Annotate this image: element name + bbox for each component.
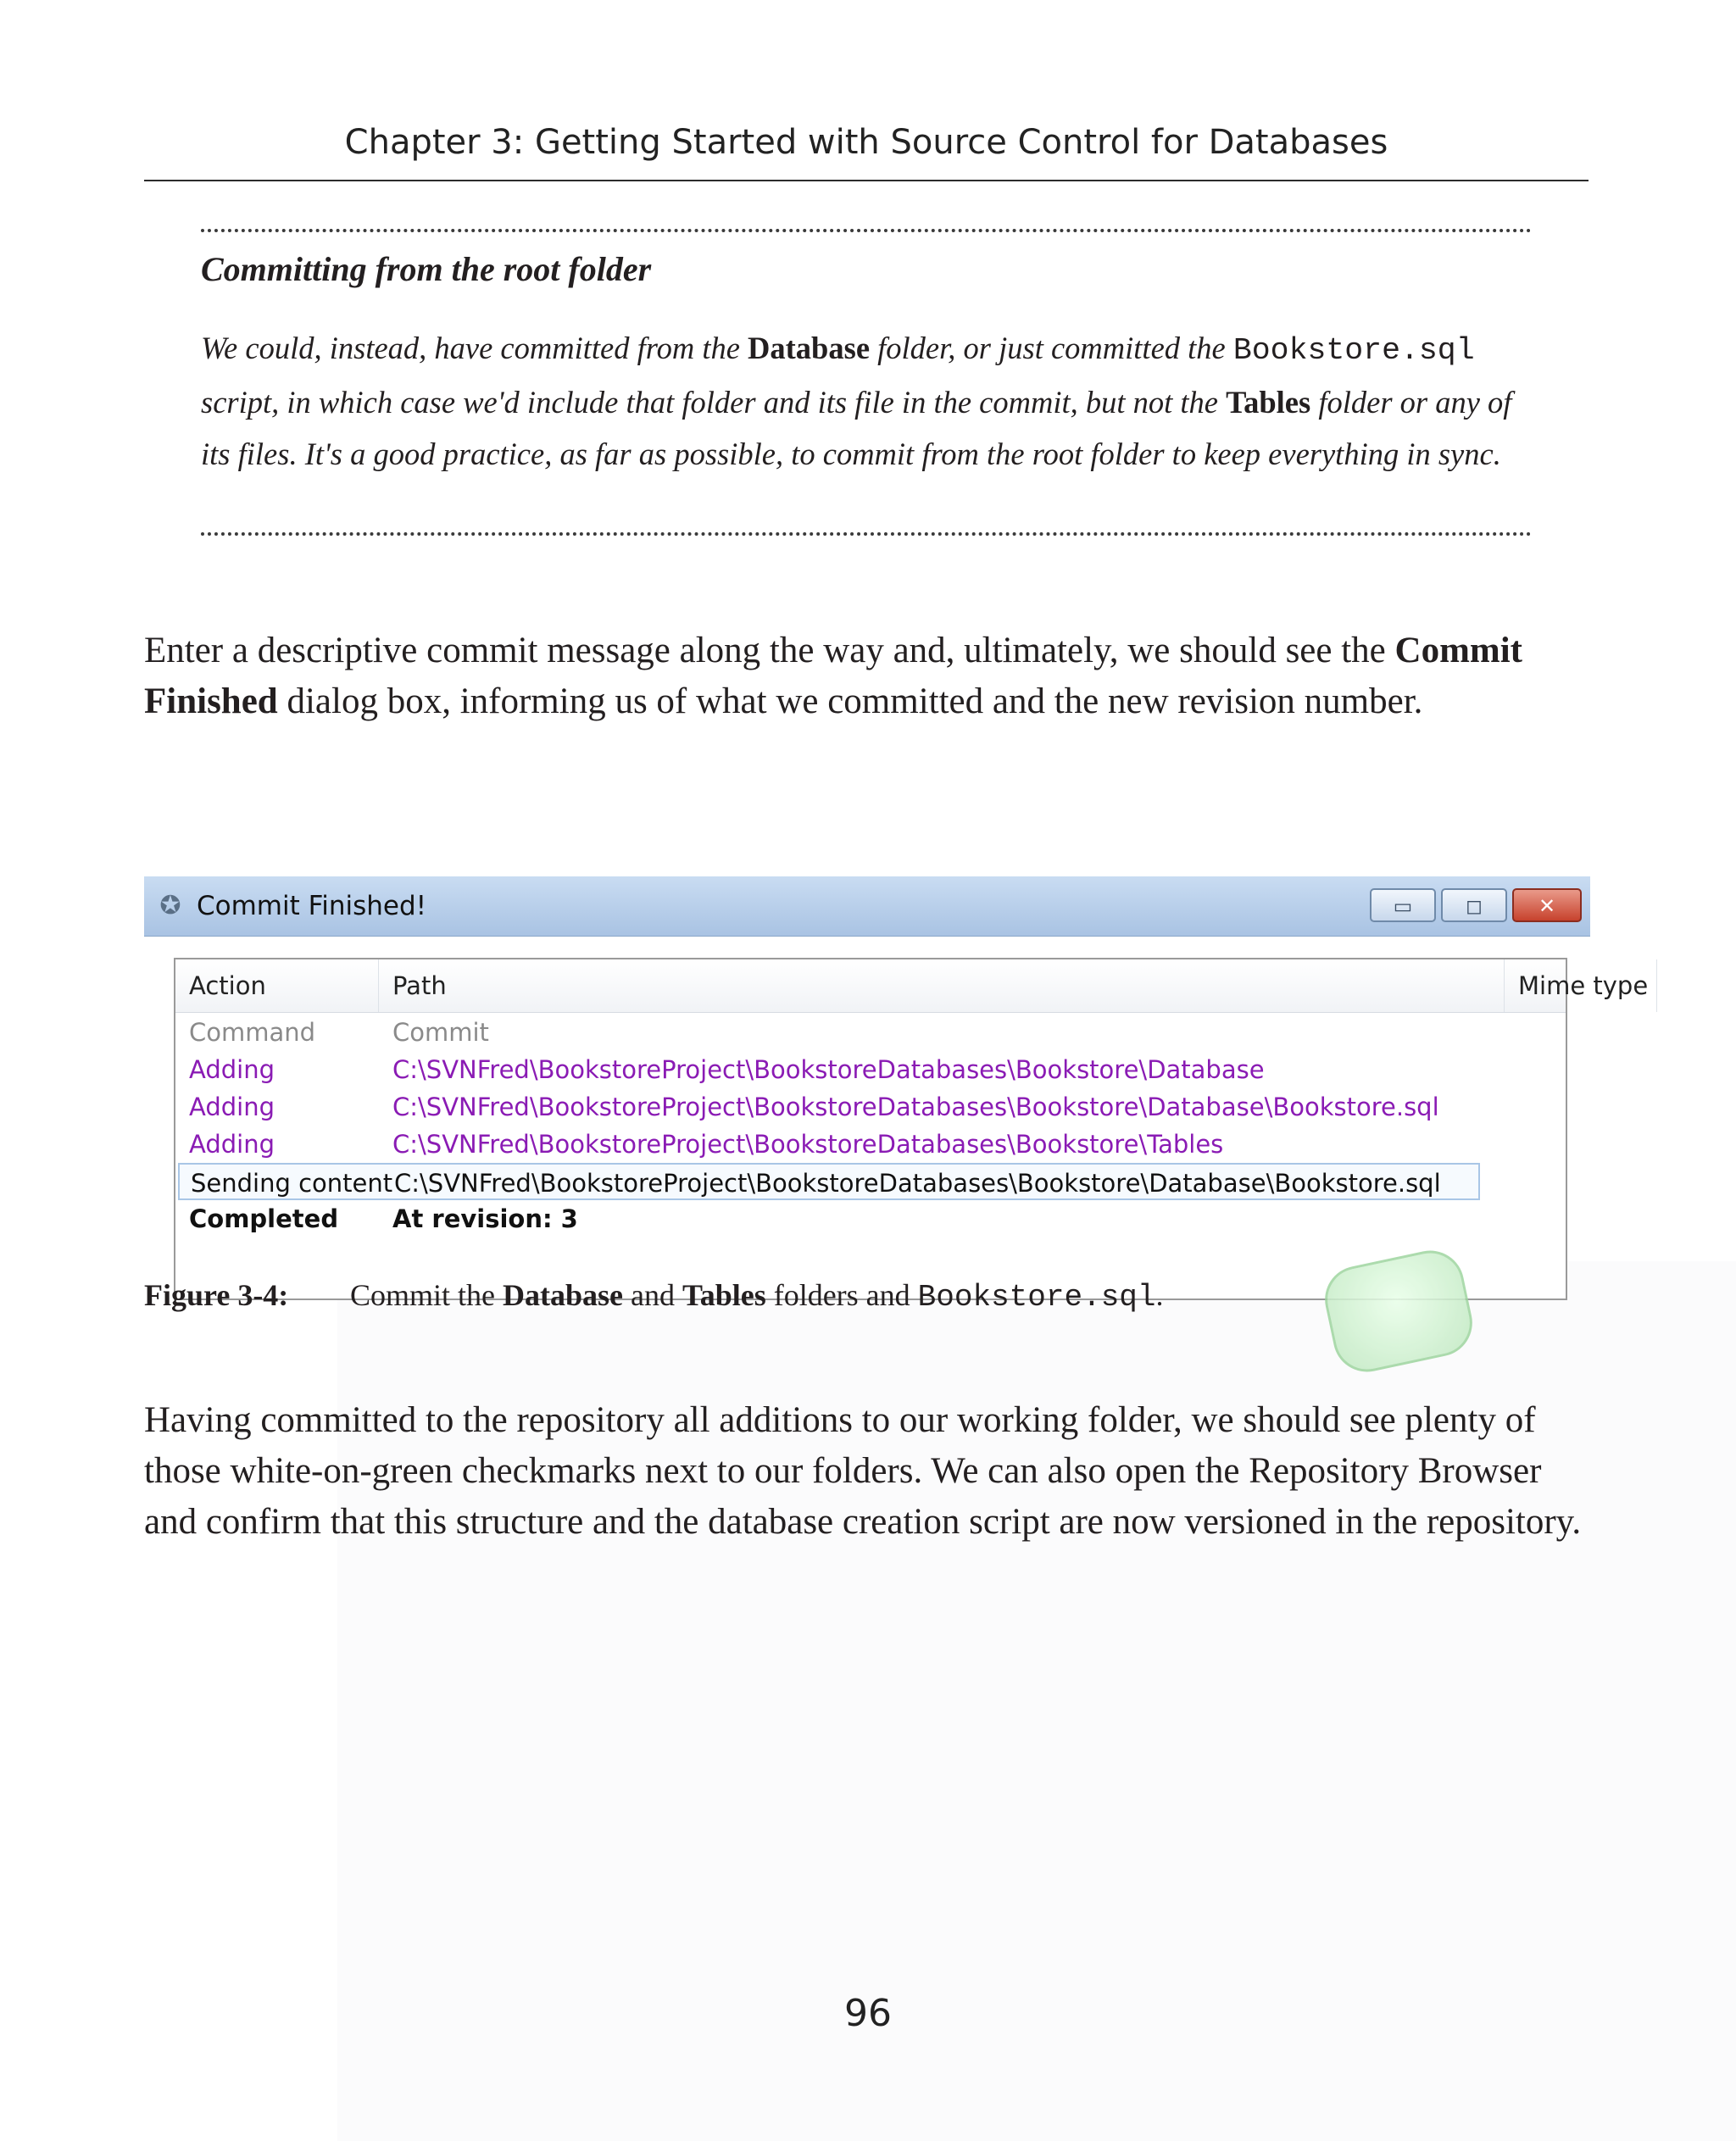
caption-text: Commit the [350, 1278, 503, 1312]
column-header-action[interactable]: Action [175, 959, 379, 1012]
commit-results-list[interactable] [174, 958, 1649, 1300]
row-action: Command [189, 1018, 316, 1047]
row-action: Adding [189, 1055, 275, 1084]
row-action: Adding [189, 1093, 275, 1121]
row-path: C:\SVNFred\BookstoreProject\BookstoreDatabases\Bookstore\Database\Bookstore.sql [394, 1169, 1441, 1198]
tortoise-svn-icon: ✪ [159, 891, 181, 920]
note-text: folder or any of its files. It's a good practice, as far as possible, to commit from the root folder to keep everything in sync. [201, 385, 1512, 471]
table-row[interactable] [175, 1051, 1532, 1088]
note-bold-tables: Tables [1226, 385, 1311, 420]
row-action: Sending content [191, 1169, 393, 1198]
table-row-selected[interactable] [178, 1163, 1480, 1200]
close-button[interactable]: ✕ [1512, 888, 1582, 922]
list-header [175, 959, 1649, 1013]
figure-caption-text [350, 1271, 1164, 1321]
window-title: Commit Finished! [197, 891, 427, 921]
row-action: Completed [189, 1204, 339, 1233]
table-row[interactable] [175, 1200, 1532, 1237]
paragraph-text: Enter a descriptive commit message along the way and, ultimately, we should see the [144, 631, 1395, 670]
note-text: We could, instead, have committed from the [201, 331, 748, 365]
note-code-bookstore-sql: Bookstore.sql [1232, 333, 1475, 368]
maximize-button[interactable]: ◻ [1441, 888, 1507, 922]
caption-bold-tables: Tables [682, 1278, 766, 1312]
note-bold-database: Database [748, 331, 871, 365]
caption-code-bookstore-sql: Bookstore.sql [917, 1280, 1156, 1315]
row-path: Commit [392, 1018, 489, 1047]
table-row[interactable] [175, 1014, 1532, 1051]
caption-text: . [1155, 1278, 1164, 1312]
row-action: Adding [189, 1130, 275, 1159]
note-top-rule [201, 229, 1532, 232]
table-row[interactable] [175, 1088, 1532, 1126]
page-number: 96 [844, 1992, 892, 2035]
column-header-mime-type[interactable]: Mime type [1505, 959, 1657, 1012]
row-path: At revision: 3 [392, 1204, 578, 1233]
figure-caption [144, 1271, 1594, 1319]
note-body [201, 322, 1532, 480]
paragraph-checkmarks: Having committed to the repository all additions to our working folder, we should see plenty of those white-on-green checkmarks next to our folders. We can also open the Repository Browser and confirm that this structure and the database creation script are now versioned in the repository. [144, 1400, 1582, 1542]
caption-bold-database: Database [503, 1278, 623, 1312]
running-header: Chapter 3: Getting Started with Source Control for Databases [144, 115, 1589, 181]
paragraph-commit-message [144, 626, 1594, 727]
caption-text: and [623, 1278, 682, 1312]
commit-finished-screenshot [144, 876, 1649, 1256]
paragraph-bold-commit-finished: Commit Finished [144, 631, 1522, 721]
table-row[interactable] [175, 1126, 1532, 1163]
note-text: script, in which case we'd include that folder and its file in the commit, but not the [201, 385, 1227, 420]
row-path: C:\SVNFred\BookstoreProject\BookstoreDatabases\Bookstore\Database\Bookstore.sql [392, 1093, 1439, 1121]
row-path: C:\SVNFred\BookstoreProject\BookstoreDatabases\Bookstore\Tables [392, 1130, 1224, 1159]
note-bottom-rule [201, 532, 1532, 536]
caption-text: folders and [765, 1278, 918, 1312]
figure-label: Figure 3-4: [144, 1278, 289, 1312]
window-titlebar [144, 876, 1590, 937]
paragraph-text: dialog box, informing us of what we committed and the new revision number. [277, 681, 1423, 721]
note-title: Committing from the root folder [201, 250, 652, 288]
minimize-button[interactable]: ▭ [1370, 888, 1436, 922]
note-text: folder, or just committed the [870, 331, 1233, 365]
row-path: C:\SVNFred\BookstoreProject\BookstoreDatabases\Bookstore\Database [392, 1055, 1265, 1084]
column-header-path[interactable]: Path [379, 959, 1505, 1012]
